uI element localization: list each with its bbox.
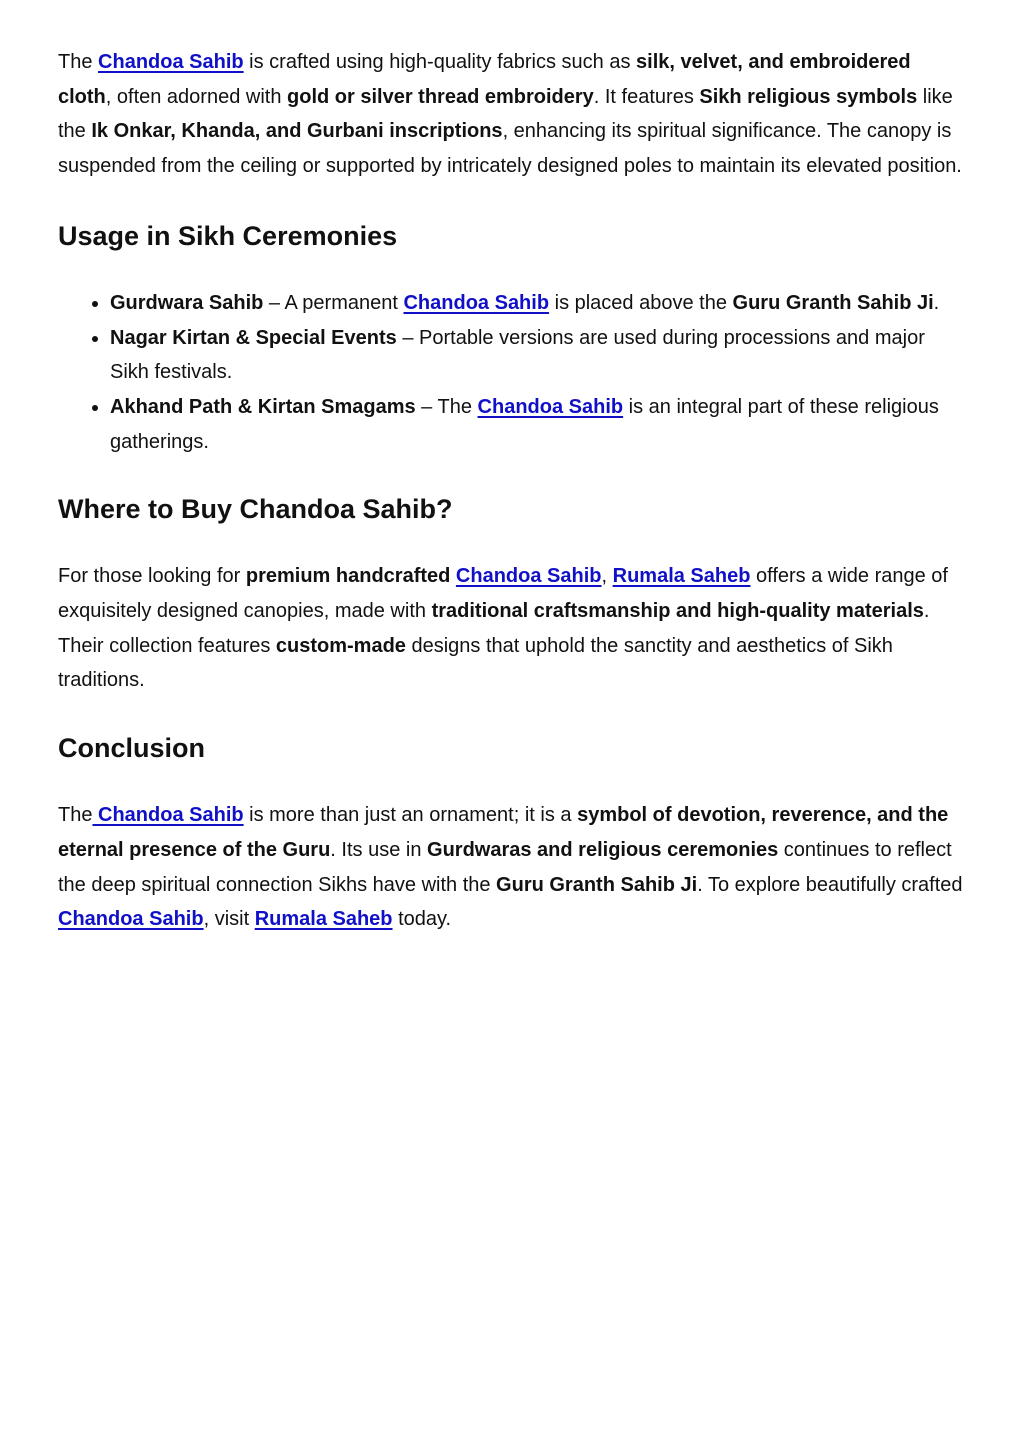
buy-paragraph: For those looking for premium handcrafted Chandoa Sahib, Rumala Saheb offers a wide range of exquisitely designed canopies, made with traditional craftsmanship and high-quality materials. Their collection features custom-made designs that uphold the sanctity and aesthetics of Sikh traditions. — [58, 565, 948, 692]
list-item: • Akhand Path & Kirtan Smagams – The Chandoa Sahib is an integral part of these religious gatherings. — [110, 390, 966, 459]
rumala-saheb-link[interactable]: Rumala Saheb — [612, 565, 751, 588]
intro-paragraph: The Chandoa Sahib is crafted using high-quality fabrics such as silk, velvet, and embroidered cloth, often adorned with gold or silver thread embroidery. It features Sikh religious symbols like the Ik Onkar, Khanda, and Gurbani inscriptions, enhancing its spiritual significance. The canopy is suspended from the ceiling or supported by intricately designed poles to maintain its elevated position. — [58, 51, 962, 178]
chandoa-sahib-link[interactable]: Chandoa Sahib — [98, 51, 244, 73]
chandoa-sahib-link[interactable]: Chandoa Sahib — [477, 395, 624, 418]
chandoa-sahib-link[interactable]: Chandoa Sahib — [403, 291, 550, 314]
rumala-saheb-link[interactable]: Rumala Saheb — [254, 908, 393, 931]
list-item: • Gurdwara Sahib – A permanent Chandoa Sahib is placed above the Guru Granth Sahib Ji. — [110, 286, 966, 321]
chandoa-sahib-link[interactable]: Chandoa Sahib — [92, 804, 244, 827]
list-item: • Nagar Kirtan & Special Events – Portable versions are used during processions and major Sikh festivals. — [110, 321, 966, 390]
conclusion-paragraph: The Chandoa Sahib is more than just an ornament; it is a symbol of devotion, reverence, and the eternal presence of the Guru. Its use in Gurdwaras and religious ceremonies continues to reflect the deep spiritual connection Sikhs have with the Guru Granth Sahib Ji. To explore beautifully crafted Chandoa Sahib, visit Rumala Saheb today. — [58, 804, 963, 931]
usage-list — [58, 286, 966, 460]
buy-heading: Where to Buy Chandoa Sahib? — [58, 494, 453, 525]
conclusion-heading: Conclusion — [58, 733, 205, 764]
chandoa-sahib-link[interactable]: Chandoa Sahib — [455, 565, 602, 588]
usage-heading: Usage in Sikh Ceremonies — [58, 220, 398, 251]
chandoa-sahib-link[interactable]: Chandoa Sahib — [58, 908, 204, 931]
